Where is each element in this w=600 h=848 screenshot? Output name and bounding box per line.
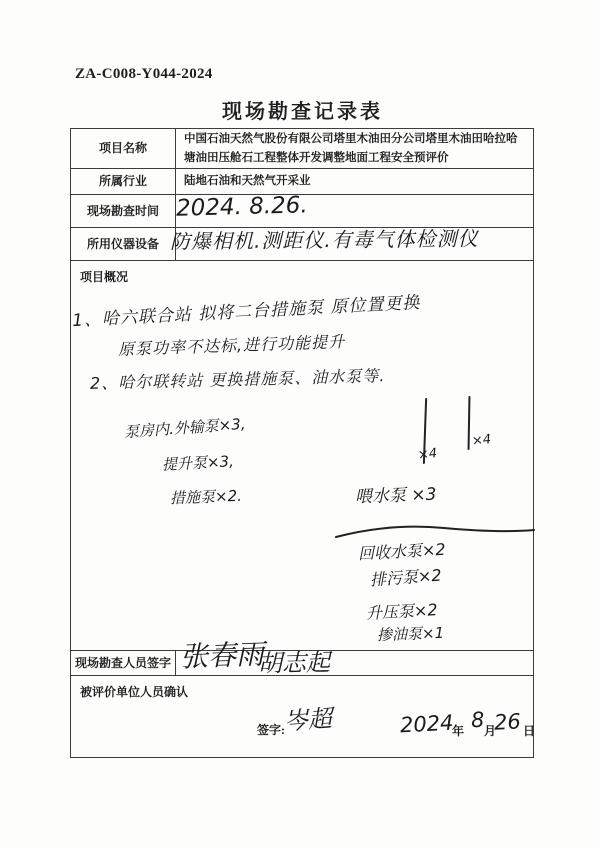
month-suffix: 月 [484,724,497,738]
survey-time-label: 现场勘查时间 [71,195,176,227]
handwritten-overview-line-3: 2、哈尔联转站 更换措施泵、油水泵等. [89,366,386,393]
form-title: 现场勘查记录表 [222,101,383,123]
project-name-value: 中国石油天然气股份有限公司塔里木油田分公司塔里木油田哈拉哈塘油田压舱石工程整体开发调整地面工程安全预评价 [184,133,518,164]
handwritten-measure-pump-note: 措施泵×2. [169,486,243,508]
handwritten-overview-line-2: 原泵功率不达标,进行功能提升 [117,332,346,359]
industry-value: 陆地石油和天然气开采业 [184,175,311,188]
overview-label: 项目概况 [80,270,129,284]
handwritten-equipment: 防爆相机.测距仪.有毒气体检测仪 [169,226,479,254]
handwritten-survey-date: 2024. 8.26. [175,192,308,222]
handwritten-pump-room-note: 泵房内.外输泵×3, [123,414,247,442]
sign-label: 签字: [257,723,285,737]
handwritten-overview-line-1: 1、哈六联合站 拟将二台措施泵 原位置更换 [71,292,421,332]
industry-label: 所属行业 [71,169,176,194]
surveyor-signature-label: 现场勘查人员签字 [71,651,176,675]
handwritten-tally-label-right: ×4 [471,432,492,449]
confirmation-label: 被评价单位人员确认 [80,685,189,699]
year-suffix: 年 [452,724,465,738]
handwritten-recycle-pump-note: 回收水泵×2 [357,539,447,564]
handwritten-surveyor-signature-1: 张春雨 [179,637,265,674]
document-number: ZA-C008-Y044-2024 [75,66,213,82]
handwritten-boost-pump-note: 升压泵×2 [365,600,439,623]
handwritten-confirmation-signature: 岑超 [283,704,333,736]
handwritten-date-day: 26 [493,709,522,735]
handwritten-underline-stroke [334,520,536,542]
day-suffix: 日 [523,724,536,738]
handwritten-lift-pump-note: 提升泵×3, [161,452,235,474]
handwritten-date-year: 2024 [399,710,455,738]
handwritten-sewage-pump-note: 排污泵×2 [369,565,443,590]
handwritten-tally-label-left: ×4 [417,446,438,463]
handwritten-oil-mix-pump-note: 掺油泵×1 [376,623,445,645]
handwritten-feed-pump-note: 喂水泵 ×3 [354,484,437,508]
handwritten-date-month: 8 [470,707,485,733]
project-name-label: 项目名称 [71,129,176,168]
table-row-project-name [71,129,533,169]
equipment-label: 所用仪器设备 [71,228,176,260]
table-row-industry [71,169,533,195]
handwritten-surveyor-signature-2: 胡志起 [257,648,331,678]
